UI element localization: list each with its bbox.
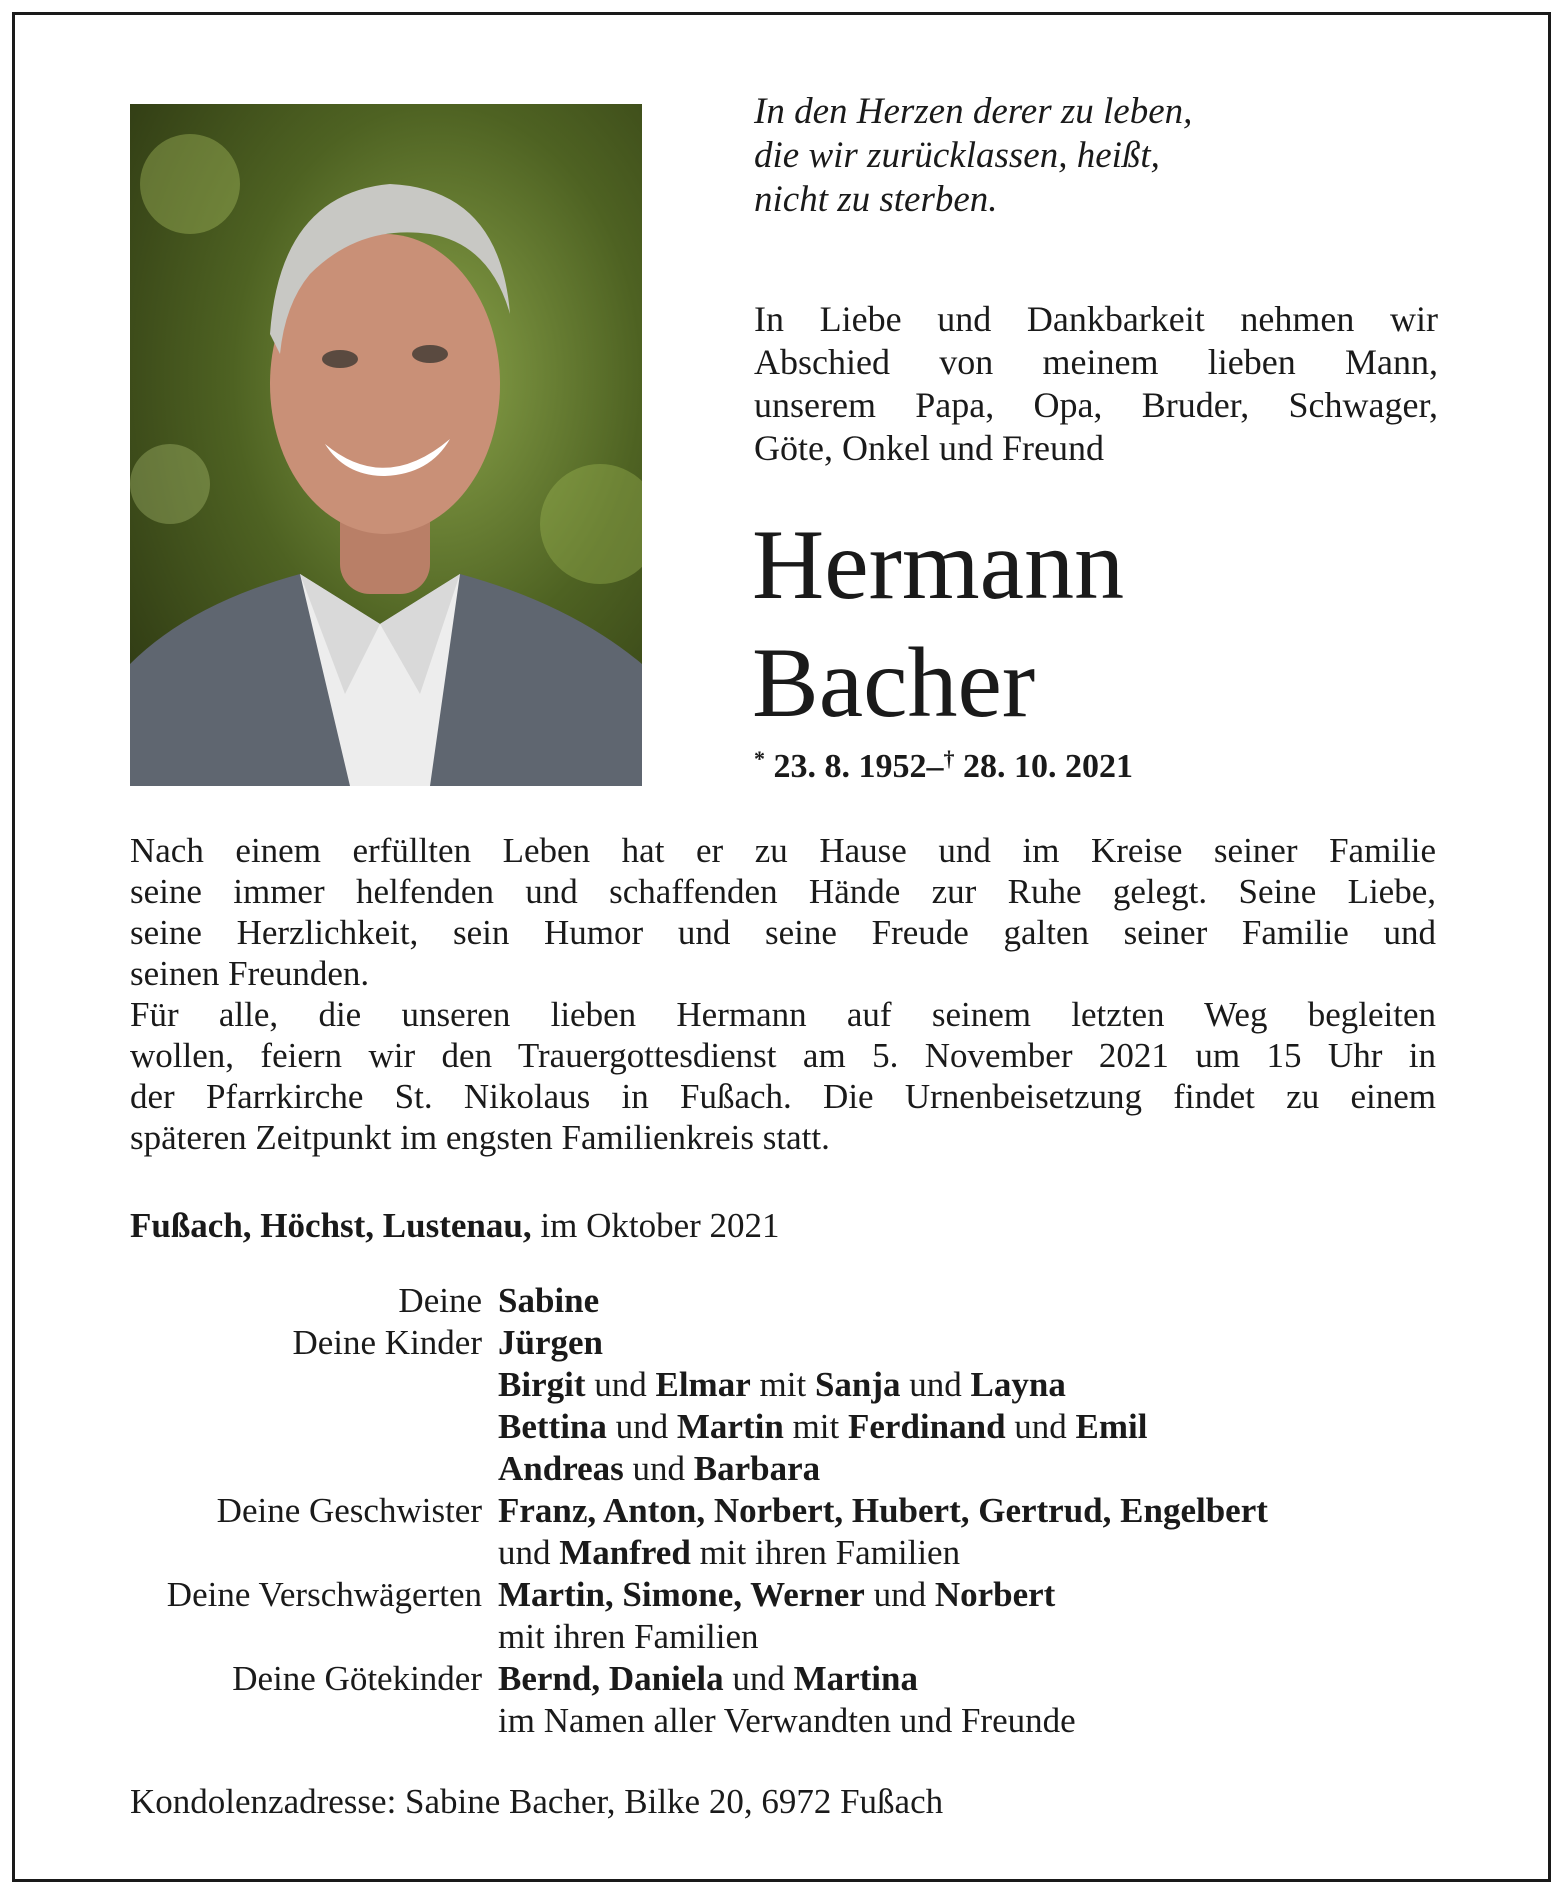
connector: und	[632, 1449, 686, 1488]
spouse-name: Barbara	[693, 1449, 821, 1488]
row-inlaws	[80, 1574, 1480, 1616]
body-line: Für alle, die unseren lieben Hermann auf seinem letzten Weg begleiten	[130, 995, 1436, 1034]
grandchild-name: Emil	[1075, 1407, 1148, 1446]
quote-line: In den Herzen derer zu leben,	[754, 91, 1193, 132]
intro-line: Abschied von meinem lieben Mann,	[754, 342, 1438, 382]
families-note: mit ihren Familien	[699, 1533, 961, 1572]
godchild-names: Bernd, Daniela	[498, 1659, 724, 1698]
label-children: Deine Kinder	[292, 1323, 482, 1362]
condolence-address: Kondolenzadresse: Sabine Bacher, Bilke 20, 6972 Fußach	[130, 1782, 944, 1821]
grandchild-name: Ferdinand	[848, 1407, 1006, 1446]
connector: und	[873, 1575, 927, 1614]
row-children-2	[80, 1364, 1480, 1406]
intro-line: Göte, Onkel und Freund	[754, 428, 1104, 468]
name-wife: Sabine	[498, 1281, 600, 1320]
towns: Fußach, Höchst, Lustenau,	[130, 1206, 532, 1245]
connector: und	[1014, 1407, 1067, 1446]
birth-symbol: *	[754, 746, 765, 771]
grandchild-name: Sanja	[814, 1365, 901, 1404]
label-godchildren: Deine Götekinder	[232, 1659, 482, 1698]
connector: mit	[759, 1365, 807, 1404]
row-closing	[80, 1700, 1480, 1742]
body-line: seine immer helfenden und schaffenden Hände zur Ruhe gelegt. Seine Liebe,	[130, 872, 1436, 911]
connector: und	[909, 1365, 962, 1404]
memorial-quote	[754, 90, 1354, 222]
deceased-name	[752, 506, 1124, 742]
place-and-date	[130, 1206, 780, 1246]
families-note: mit ihren Familien	[498, 1617, 759, 1656]
connector: und	[594, 1365, 647, 1404]
godchild-name: Martina	[793, 1659, 918, 1698]
farewell-intro	[754, 298, 1438, 470]
inlaw-name: Norbert	[934, 1575, 1056, 1614]
sibling-names: Franz, Anton, Norbert, Hubert, Gertrud, Engelbert	[498, 1491, 1268, 1530]
row-siblings	[80, 1490, 1480, 1532]
intro-line: In Liebe und Dankbarkeit nehmen wir	[754, 299, 1438, 339]
connector: und	[732, 1659, 785, 1698]
row-siblings-2	[80, 1532, 1480, 1574]
portrait-photo	[130, 104, 642, 786]
child-name: Birgit	[498, 1365, 586, 1404]
row-inlaws-2	[80, 1616, 1480, 1658]
connector: mit	[792, 1407, 840, 1446]
inlaw-names: Martin, Simone, Werner	[498, 1575, 865, 1614]
label-siblings: Deine Geschwister	[216, 1491, 482, 1530]
quote-line: nicht zu sterben.	[754, 179, 998, 220]
body-line: wollen, feiern wir den Trauergottesdienst am 5. November 2021 um 15 Uhr in	[130, 1036, 1436, 1075]
mourners-list	[80, 1280, 1480, 1742]
death-symbol: †	[943, 746, 955, 771]
first-name: Hermann	[752, 509, 1125, 620]
grandchild-name: Layna	[970, 1365, 1066, 1404]
sibling-name: Manfred	[559, 1533, 691, 1572]
month-year: im Oktober 2021	[540, 1206, 780, 1245]
connector: und	[615, 1407, 669, 1446]
body-line: seine Herzlichkeit, sein Humor und seine Freude galten seiner Familie und	[130, 913, 1436, 952]
row-children-4	[80, 1448, 1480, 1490]
obituary-text	[130, 830, 1436, 1158]
body-line: seinen Freunden.	[130, 954, 370, 993]
row-godchildren	[80, 1658, 1480, 1700]
portrait-illustration	[130, 104, 642, 786]
label-inlaws: Deine Verschwägerten	[166, 1575, 482, 1614]
closing-note: im Namen aller Verwandten und Freunde	[498, 1701, 1076, 1740]
row-wife	[80, 1280, 1480, 1322]
child-name: Bettina	[498, 1407, 607, 1446]
row-children	[80, 1322, 1480, 1364]
body-line: der Pfarrkirche St. Nikolaus in Fußach. Die Urnenbeisetzung findet zu einem	[130, 1077, 1436, 1116]
label-wife: Deine	[398, 1281, 482, 1320]
date-separator: –	[926, 748, 944, 785]
intro-line: unserem Papa, Opa, Bruder, Schwager,	[754, 385, 1438, 425]
last-name: Bacher	[752, 627, 1036, 738]
death-date: 28. 10. 2021	[963, 748, 1133, 785]
connector: und	[498, 1533, 551, 1572]
life-dates	[754, 748, 1133, 786]
birth-date: 23. 8. 1952	[773, 748, 927, 785]
spouse-name: Elmar	[655, 1365, 751, 1404]
quote-line: die wir zurücklassen, heißt,	[754, 135, 1160, 176]
body-line: Nach einem erfüllten Leben hat er zu Hause und im Kreise seiner Familie	[130, 831, 1436, 870]
row-children-3	[80, 1406, 1480, 1448]
child-name: Jürgen	[498, 1323, 603, 1362]
child-name: Andreas	[498, 1449, 624, 1488]
spouse-name: Martin	[676, 1407, 784, 1446]
body-line: späteren Zeitpunkt im engsten Familienkreis statt.	[130, 1118, 830, 1157]
